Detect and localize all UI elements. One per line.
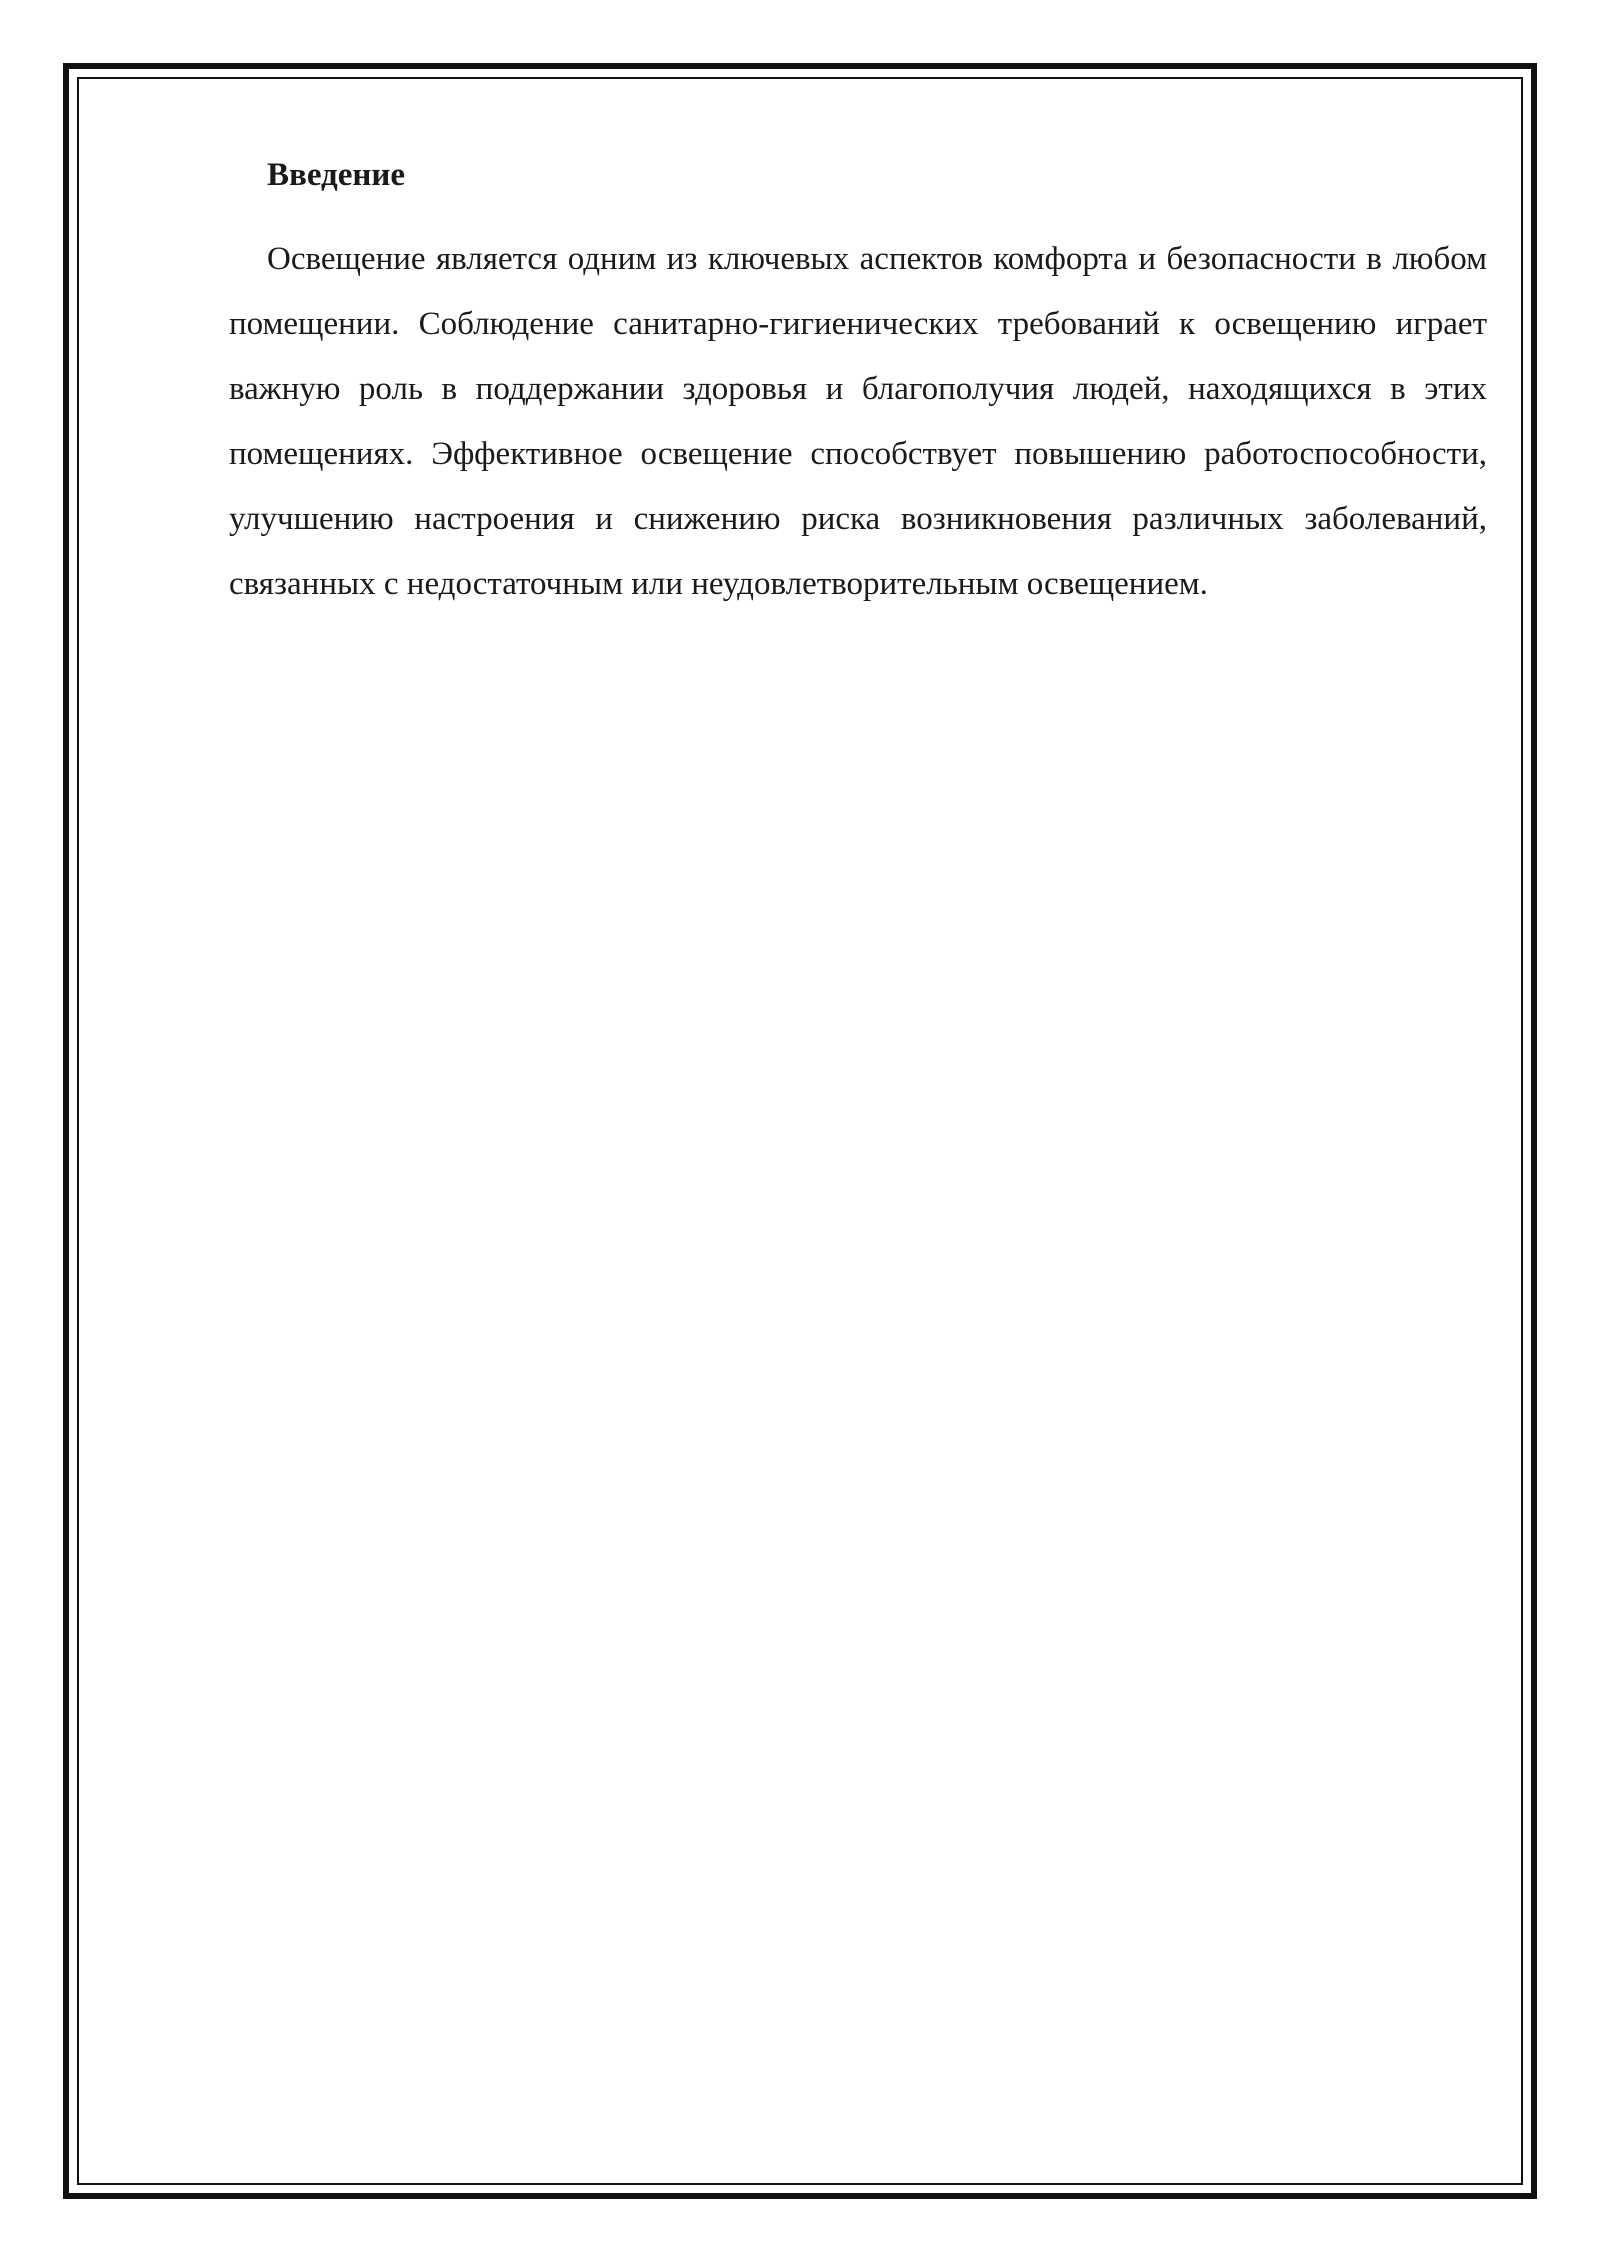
section-heading: Введение	[267, 157, 406, 193]
intro-paragraph: Освещение является одним из ключевых аспектов комфорта и безопасности в любом помещении. Соблюдение санитарно-гигиенических требований к освещению играет важную роль в поддержании здоровья и благополучия людей, находящихся в этих помещениях. Эффективное освещение способствует повышению работоспособности, улучшению настроения и снижению риска возникновения различных заболеваний, связанных с недостаточным или неудовлетворительным освещением.	[229, 241, 1487, 602]
document-body	[229, 145, 1487, 617]
